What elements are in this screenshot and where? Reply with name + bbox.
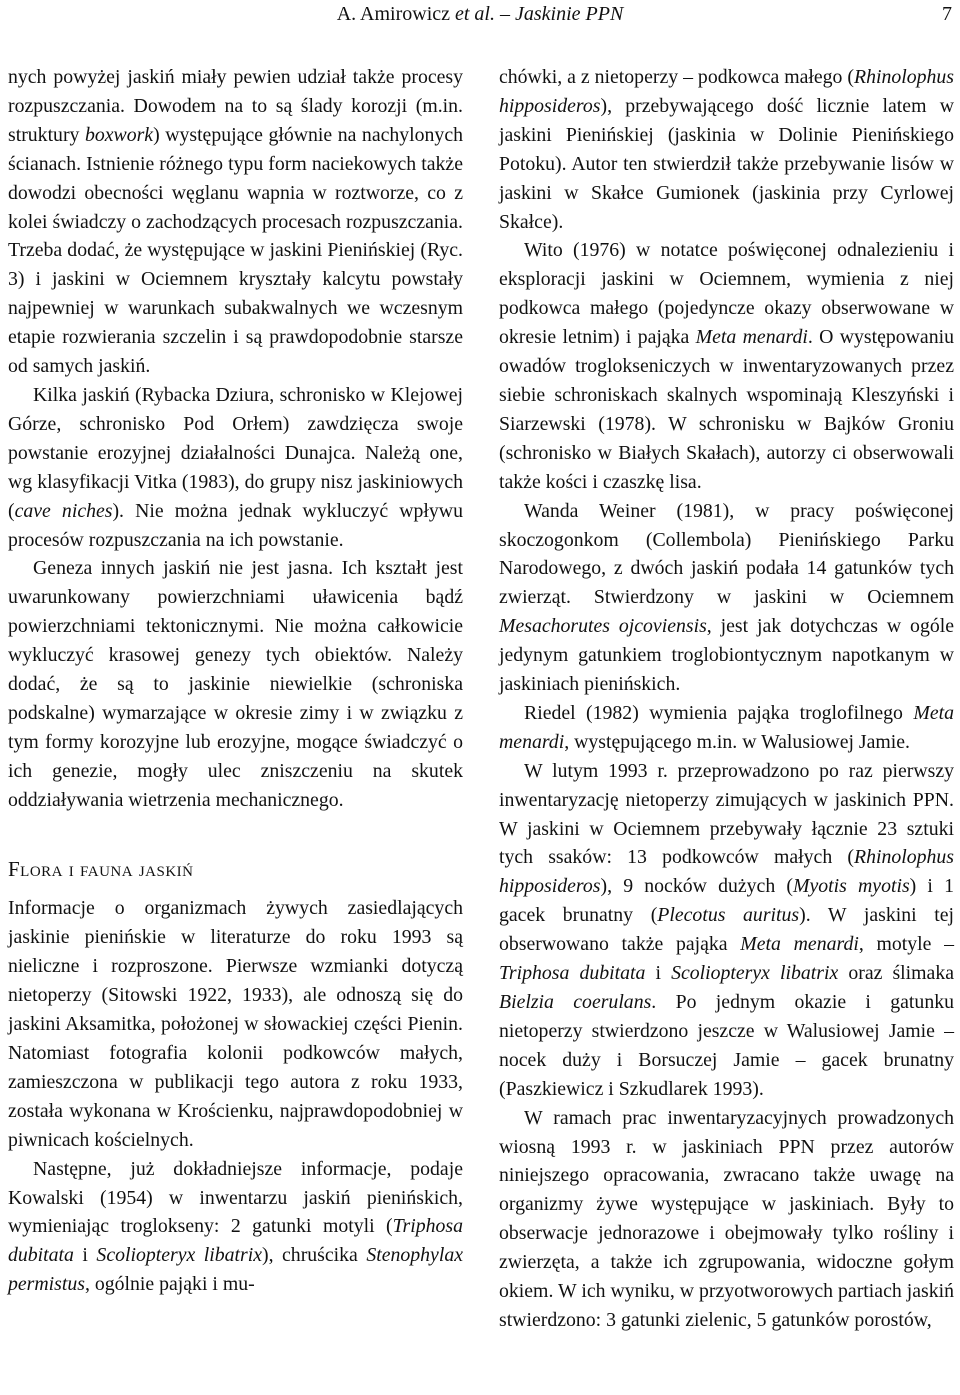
paragraph: Geneza innych jaskiń nie jest jasna. Ich kształt jest uwarunkowany powierzchniami uławicenia bądź powierzchniami tektonicznymi. Nie można całkowicie wykluczyć krasowej genezy tych obiektów. Należy dodać, że są to jaskinie niewielkie (schroniska podskalne) wymarzające w okresie zimy i w związku z tym formy korozyjne lub erozyjne, mogące świadczyć o ich genezie, mogły ulec zniszczeniu na skutek oddziaływania wietrzenia mechanicznego. (8, 557, 463, 811)
running-header (8, 0, 952, 30)
paragraph: Riedel (1982) wymienia pająka troglofilnego Meta menardi, występującego m.in. w Walusiowej Jamie. (499, 701, 954, 753)
paragraph: Wanda Weiner (1981), w pracy poświęconej skoczogonkom (Collembola) Pienińskiego Parku Narodowego, z dwóch jaskiń podała 14 gatunków tych zwierząt. Stwierdzony w jaskini w Ociemnem Mesachorutes ojcoviensis, jest jak dotychczas w ogóle jedynym gatunkiem troglobiontycznym napotkanym w jaskiniach pienińskich. (499, 499, 955, 696)
paragraph: Kilka jaskiń (Rybacka Dziura, schronisko w Klejowej Górze, schronisko Pod Orłem) zawdzięcza swoje powstanie erozyjnej działalności Dunajca. Należą one, wg klasyfikacji Vitka (1983), do grupy nisz jaskiniowych (cave niches). Nie można jednak wykluczyć wpływu procesów rozpuszczania na ich powstanie. (8, 383, 463, 551)
page-number: 7 (942, 3, 952, 25)
paragraph: Informacje o organizmach żywych zasiedlających jaskinie pienińskie w literaturze do roku 1993 są nieliczne i rozproszone. Pierwsze wzmianki dotyczą nietoperzy (Sitowski 1922, 1933), ale odnoszą się do jaskini Aksamitka, położonej w słowackiej części Pienin. Natomiast fotografia kolonii podkowców małych, zamieszczona w publikacji tego autora z roku 1933, została wykonana w Krościenku, najprawdopodobniej w piwnicach kościelnych. (8, 897, 463, 1151)
paragraph: nych powyżej jaskiń miały pewien udział także procesy rozpuszczania. Dowodem na to są ślady korozji (m.in. struktury boxwork) występujące głównie na nachylonych ścianach. Istnienie różnego typu form naciekowych także dowodzi obecności węglanu wapnia w roztworze, co z kolei świadczy o zachodzących procesach rozpuszczania. Trzeba dodać, że występujące w jaskini Pienińskiej (Ryc. 3) i jaskini w Ociemnem kryształy kalcytu powstały najpewniej w warunkach subakwalnych we wczesnym etapie rozwierania szczelin i są prawdopodobnie starsze od samych jaskiń. (8, 66, 463, 378)
paragraph: W lutym 1993 r. przeprowadzono po raz pierwszy inwentaryzację nietoperzy zimujących w jaskinich PPN. W jaskini w Ociemnem przebywały łącznie 23 sztuki tych ssaków: 13 podkowców małych (Rhinolophus hipposideros), 9 nocków dużych (Myotis myotis) i 1 gacek brunatny (Plecotus auritus). W jaskini tej obserwowano także pająka Meta menardi, motyle – Triphosa dubitata i Scoliopteryx libatrix oraz ślimaka Bielzia coerulans. Po jednym okazie i gatunku nietoperzy stwierdzono jeszcze w Walusiowej Jamie – nocek duży i Borsuczej Jamie – gacek brunatny (Paszkiewicz i Szkudlarek 1993). (499, 759, 955, 1100)
paragraph: Wito (1976) w notatce poświęconej odnalezieniu i eksploracji jaskini w Ociemnem, wymienia z niej podkowca małego (pojedyncze okazy obserwowane w okresie letnim) i pająka Meta menardi. O występowaniu owadów troglokseniczych w inwentaryzowanych przez siebie schroniskach skalnych wspominają Kleszyński i Siarzewski (1978). W schronisku w Bajków Groniu (schronisko w Białych Skałach), autorzy ci obserwowali także kości i czaszkę lisa. (499, 239, 954, 493)
paragraph: chówki, a z nietoperzy – podkowca małego (Rhinolophus hipposideros), przebywającego dość licznie latem w jaskini Pienińskiej (jaskinia w Dolinie Pienińskiego Potoku). Autor ten stwierdził także przebywanie lisów w jaskini w Skałce Gumionek (jaskinia przy Cyrlowej Skałce). (499, 66, 954, 233)
right-column (499, 63, 954, 1335)
paragraph: W ramach prac inwentaryzacyjnych prowadzonych wiosną 1993 r. w jaskiniach PPN przez autorów niniejszego opracowania, zwracano także uwagę na organizmy żywe występujące w jaskiniach. Były to obserwacje jednorazowe i obejmowały tylko rośliny i zwierzęta, a także ich zgrupowania, widoczne gołym okiem. W ich wyniku, w przyotworowych partiach jaskiń stwierdzono: 3 gatunki zielenic, 5 gatunków porostów, (499, 1106, 954, 1331)
paragraph: Następne, już dokładniejsze informacje, podaje Kowalski (1954) w inwentarzu jaskiń pienińskich, wymieniając troglokseny: 2 gatunki motyli (Triphosa dubitata i Scoliopteryx libatrix), chruścika Stenophylax permistus, ogólnie pająki i mu- (8, 1157, 463, 1296)
running-title: A. Amirowicz et al. – Jaskinie PPN (336, 3, 624, 25)
left-column (8, 63, 463, 1299)
section-heading: Flora i fauna jaskiń (8, 856, 194, 881)
